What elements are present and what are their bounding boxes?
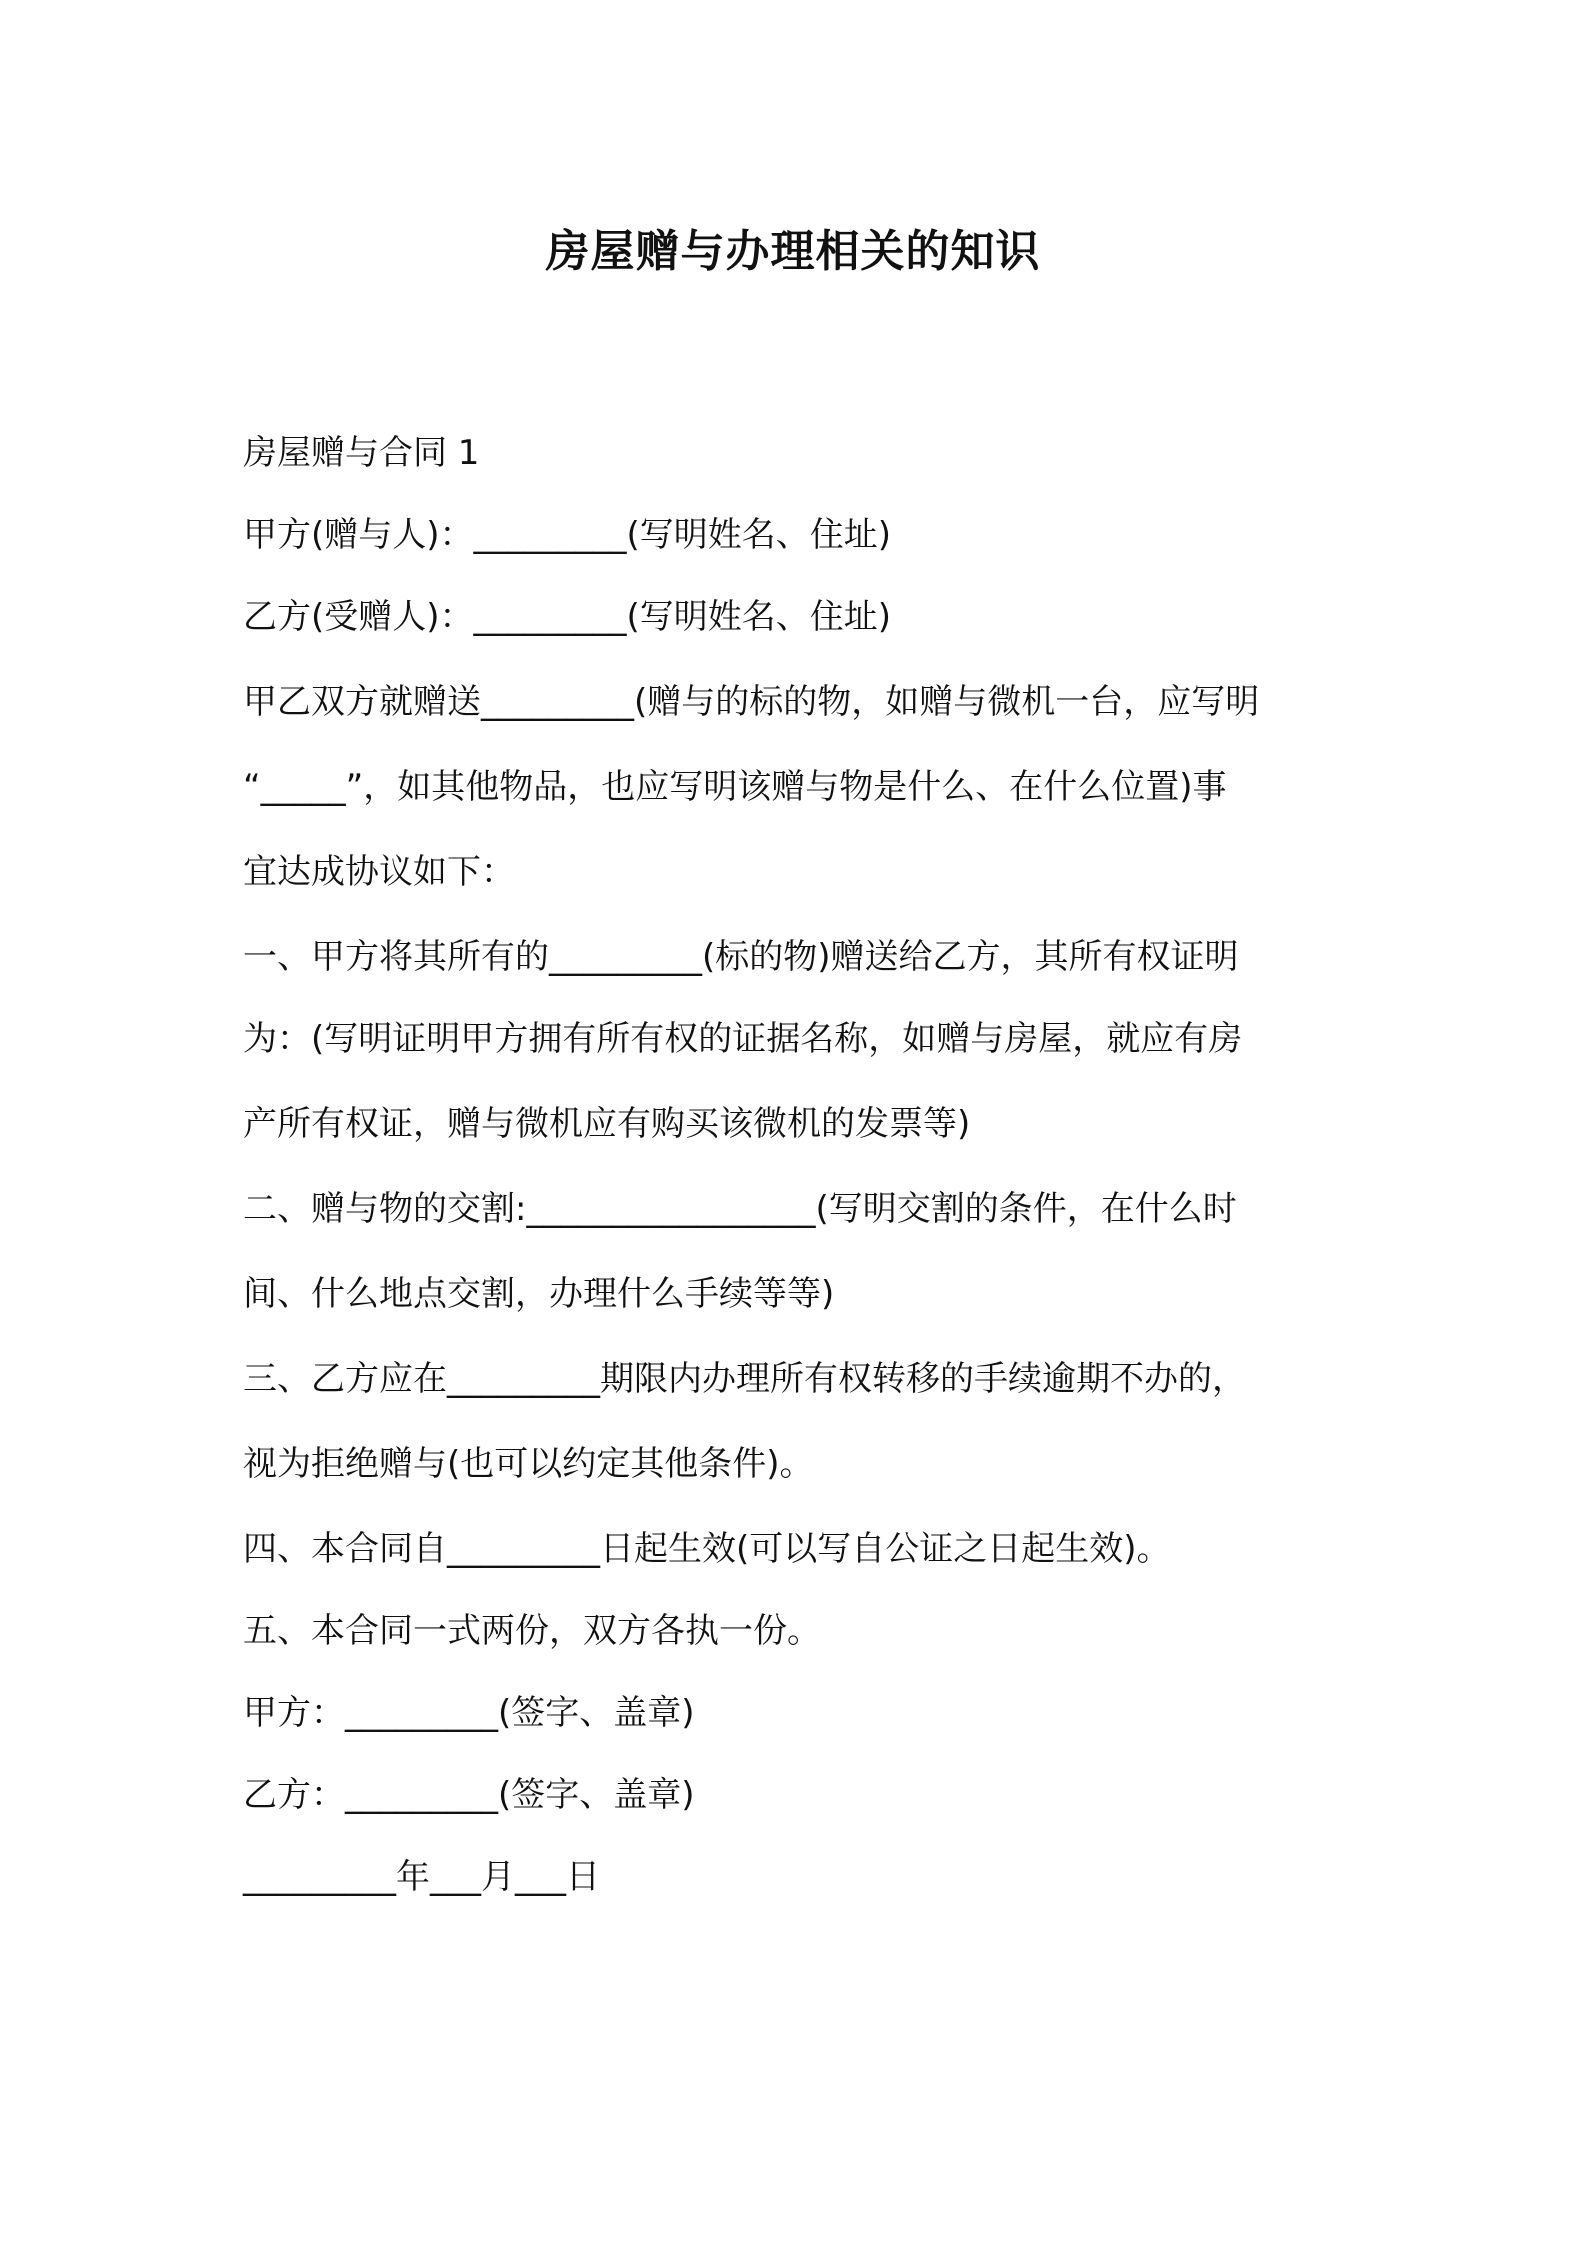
clause-2-line-2: 间、什么地点交割，办理什么手续等等) [243, 1274, 835, 1314]
signature-party-a: 甲方：_________(签字、盖章) [243, 1693, 695, 1733]
agreement-intro-line-1: 甲乙双方就赠送_________(赠与的标的物，如赠与微机一台，应写明 [243, 682, 1260, 722]
clause-1-line-2: 为：(写明证明甲方拥有所有权的证据名称，如赠与房屋，就应有房 [243, 1019, 1243, 1059]
signature-date: _________年___月___日 [243, 1857, 600, 1897]
clause-3-line-2: 视为拒绝赠与(也可以约定其他条件)。 [243, 1444, 814, 1484]
clause-5-line: 五、本合同一式两份，双方各执一份。 [243, 1611, 821, 1651]
document-body [243, 412, 1358, 1918]
clause-2-line-1: 二、赠与物的交割:_________________(写明交割的条件，在什么时 [243, 1189, 1237, 1229]
agreement-intro-line-2: “_____”，如其他物品，也应写明该赠与物是什么、在什么位置)事 [243, 767, 1227, 807]
party-b-line: 乙方(受赠人)：_________(写明姓名、住址) [243, 597, 892, 637]
document-title: 房屋赠与办理相关的知识 [545, 226, 1041, 277]
signature-party-b: 乙方：_________(签字、盖章) [243, 1775, 695, 1815]
agreement-intro-line-3: 宜达成协议如下： [243, 852, 515, 892]
section-heading: 房屋赠与合同 1 [243, 433, 480, 473]
clause-4-line: 四、本合同自_________日起生效(可以写自公证之日起生效)。 [243, 1529, 1171, 1569]
clause-1-line-3: 产所有权证，赠与微机应有购买该微机的发票等) [243, 1104, 971, 1144]
party-a-line: 甲方(赠与人)：_________(写明姓名、住址) [243, 515, 892, 555]
clause-3-line-1: 三、乙方应在_________期限内办理所有权转移的手续逾期不办的， [243, 1359, 1246, 1399]
clause-1-line-1: 一、甲方将其所有的_________(标的物)赠送给乙方，其所有权证明 [243, 937, 1239, 977]
